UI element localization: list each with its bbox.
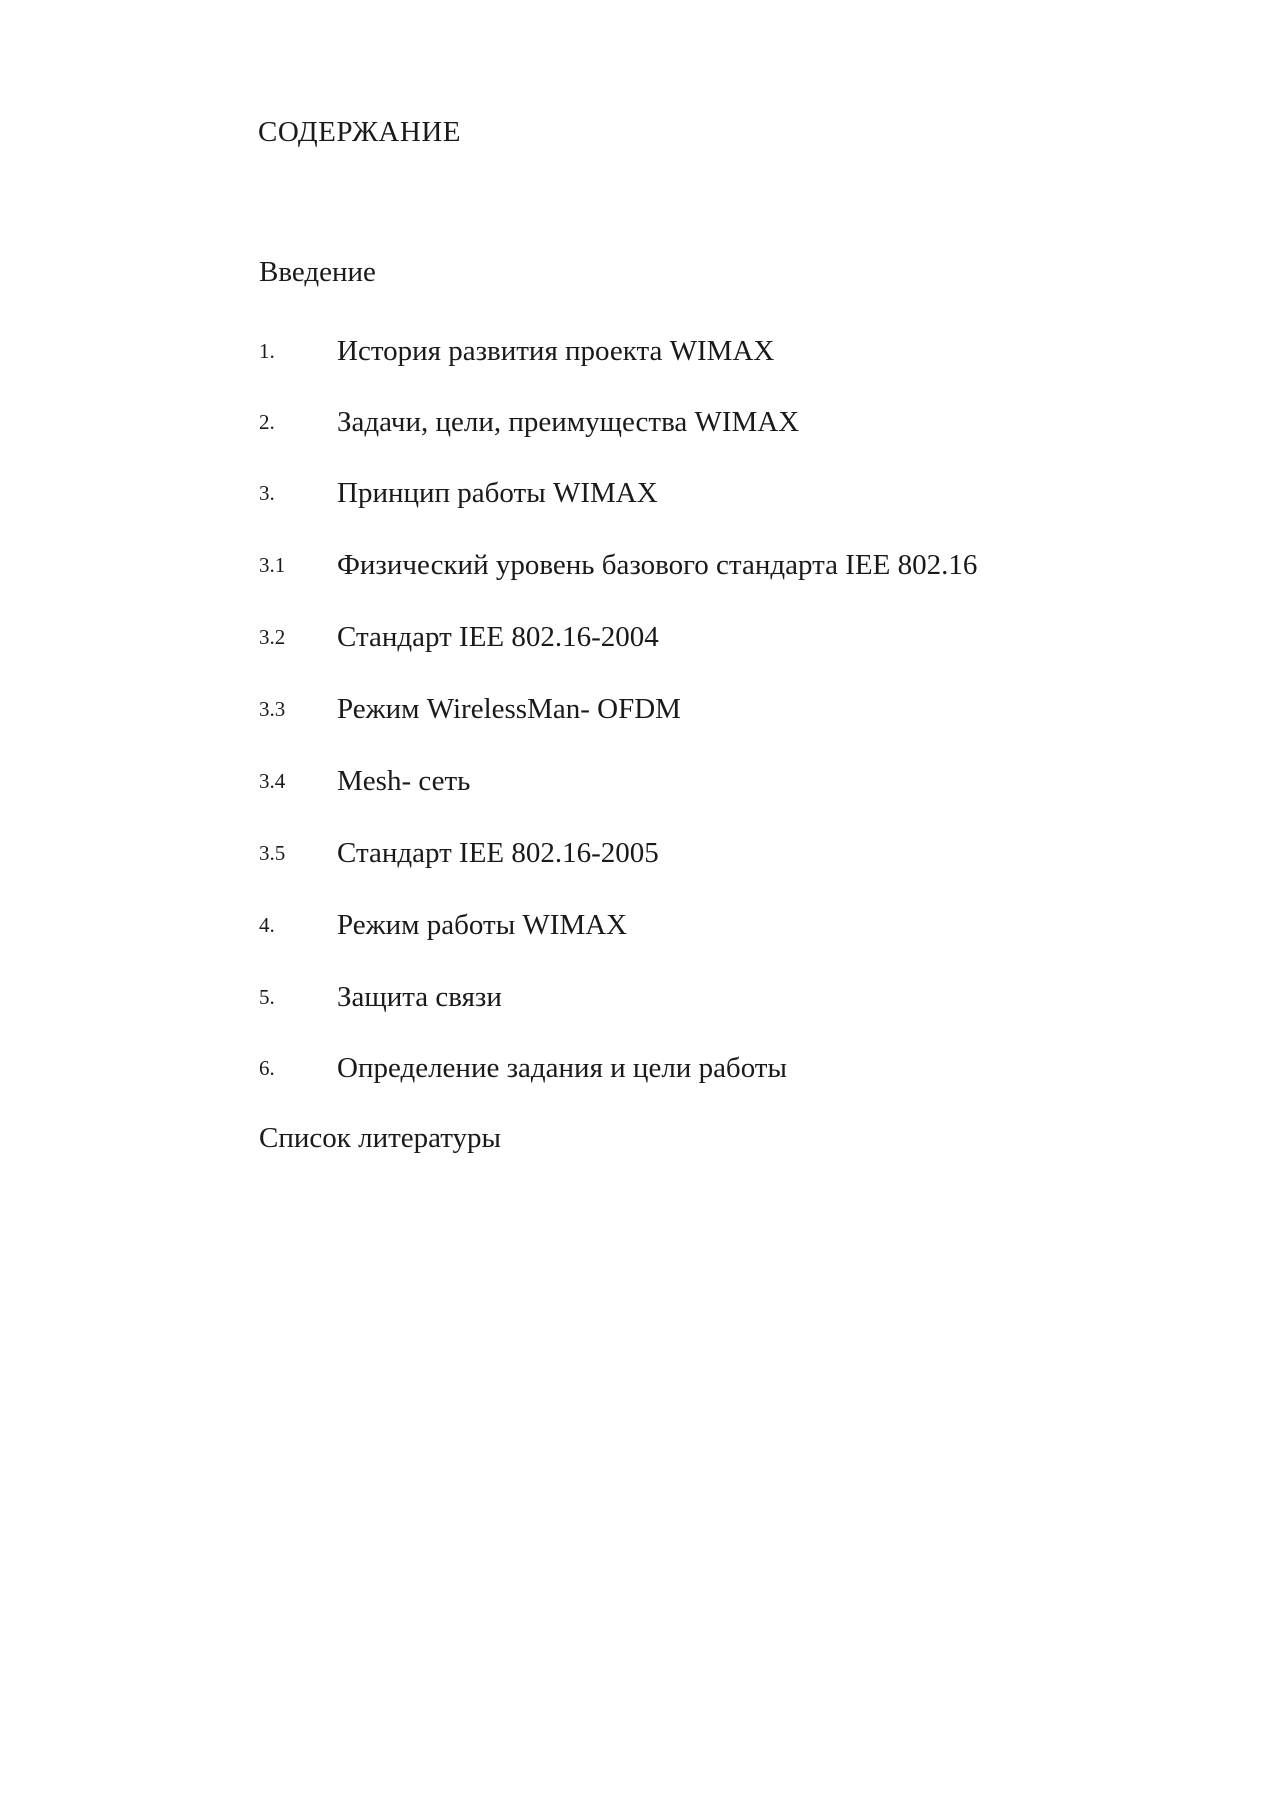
toc-item-number: 3.2 — [259, 625, 286, 649]
toc-item-number: 6. — [259, 1056, 275, 1080]
toc-item-text: Принцип работы WIMAX — [337, 477, 658, 509]
toc-item-text: Mesh- сеть — [337, 765, 471, 797]
toc-intro: Введение — [259, 256, 376, 288]
toc-item-text: Физический уровень базового стандарта IEE 802.16 — [337, 549, 978, 581]
toc-item — [259, 832, 1159, 868]
toc-item-text: Режим WirelessMan- OFDM — [337, 693, 681, 725]
toc-item-text: Стандарт IEE 802.16-2005 — [337, 837, 659, 869]
toc-item — [259, 760, 1159, 796]
toc-item-text: Защита связи — [337, 981, 502, 1013]
toc-item-number: 1. — [259, 339, 275, 363]
toc-item — [259, 472, 1159, 508]
toc-item-text: История развития проекта WIMAX — [337, 335, 775, 367]
toc-item-number: 3. — [259, 481, 275, 505]
toc-item-number: 2. — [259, 410, 275, 434]
toc-bibliography: Список литературы — [259, 1122, 502, 1154]
toc-item — [259, 904, 1159, 940]
toc-item-number: 5. — [259, 985, 275, 1009]
toc-item-number: 3.4 — [259, 769, 286, 793]
toc-item — [259, 330, 1159, 366]
toc-item-text: Определение задания и цели работы — [337, 1052, 787, 1084]
toc-item-number: 3.5 — [259, 841, 286, 865]
toc-item — [259, 1047, 1159, 1083]
toc-item-text: Режим работы WIMAX — [337, 909, 628, 941]
page-title: СОДЕРЖАНИЕ — [258, 116, 461, 148]
toc-item — [259, 976, 1159, 1012]
toc-item-number: 3.1 — [259, 553, 286, 577]
toc-item-text: Стандарт IEE 802.16-2004 — [337, 621, 659, 653]
toc-item-number: 3.3 — [259, 697, 286, 721]
toc-item — [259, 616, 1159, 652]
toc-item — [259, 544, 1159, 580]
toc-item — [259, 401, 1159, 437]
toc-item — [259, 688, 1159, 724]
toc-item-text: Задачи, цели, преимущества WIMAX — [337, 406, 800, 438]
toc-item-number: 4. — [259, 913, 275, 937]
